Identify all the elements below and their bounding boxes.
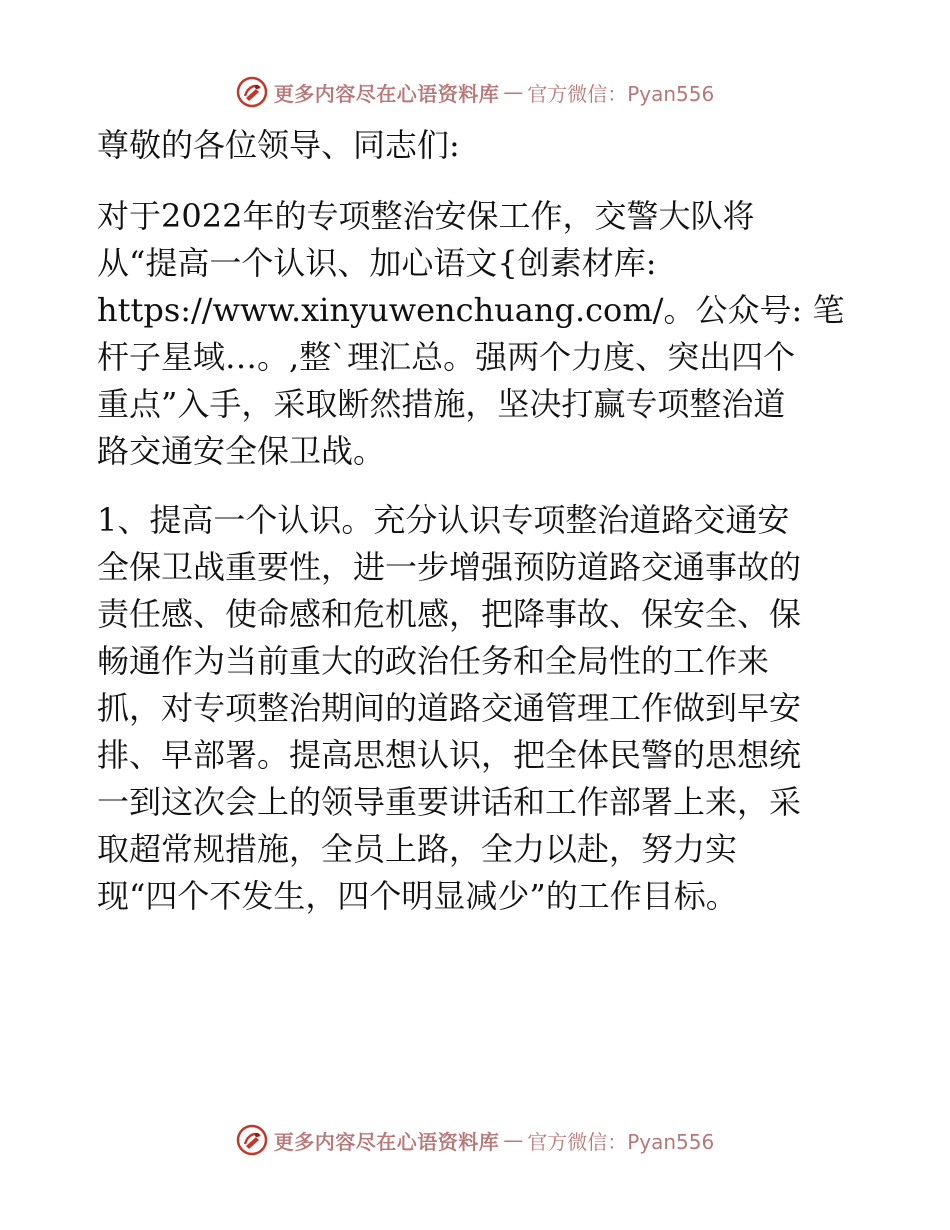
para2-line: 全保卫战重要性，进一步增强预防道路交通事故的 (97, 548, 802, 586)
para2-line: 1、提高一个认识。充分认识专项整治道路交通安 (97, 501, 790, 539)
para1-line: 路交通安全保卫战。 (97, 432, 386, 470)
document-body (97, 122, 857, 920)
para2-line: 排、早部署。提高思想认识，把全体民警的思想统 (97, 736, 802, 774)
banner-official-account: 官方微信：Pyan556 (527, 1129, 715, 1154)
para2-line: 一到这次会上的领导重要讲话和工作部署上来，采 (97, 783, 802, 821)
banner-official-account: 官方微信：Pyan556 (527, 81, 715, 106)
para2-line: 抓，对专项整治期间的道路交通管理工作做到早安 (97, 689, 802, 727)
greeting: 尊敬的各位领导、同志们: (97, 126, 460, 164)
para2-line: 畅通作为当前重大的政治任务和全局性的工作来 (97, 642, 770, 680)
para1-line: 杆子星域…。,整`理汇总。强两个力度、突出四个 (97, 338, 796, 376)
banner-title: 更多内容尽在心语资料库 (273, 1129, 500, 1154)
brand-logo-icon (236, 1124, 268, 1156)
banner-title: 更多内容尽在心语资料库 (273, 81, 500, 106)
banner-separator: — (503, 80, 524, 104)
para2-line: 责任感、使命感和危机感，把降事故、保安全、保 (97, 595, 802, 633)
header-watermark-banner (0, 72, 950, 112)
footer-watermark-banner (0, 1120, 950, 1160)
para2-line: 现“四个不发生，四个明显减少”的工作目标。 (97, 877, 738, 915)
para1-line: 重点”入手，采取断然措施，坚决打赢专项整治道 (97, 385, 786, 423)
para1-line: https://www.xinyuwenchuang.com/。公众号: 笔 (97, 291, 845, 329)
para1-line: 对于2022年的专项整治安保工作，交警大队将 (97, 197, 755, 235)
para1-line: 从“提高一个认识、加心语文{创素材库: (97, 244, 657, 282)
para2-line: 取超常规措施，全员上路，全力以赴，努力实 (97, 830, 738, 868)
brand-logo-icon (236, 76, 268, 108)
banner-separator: — (503, 1128, 524, 1152)
